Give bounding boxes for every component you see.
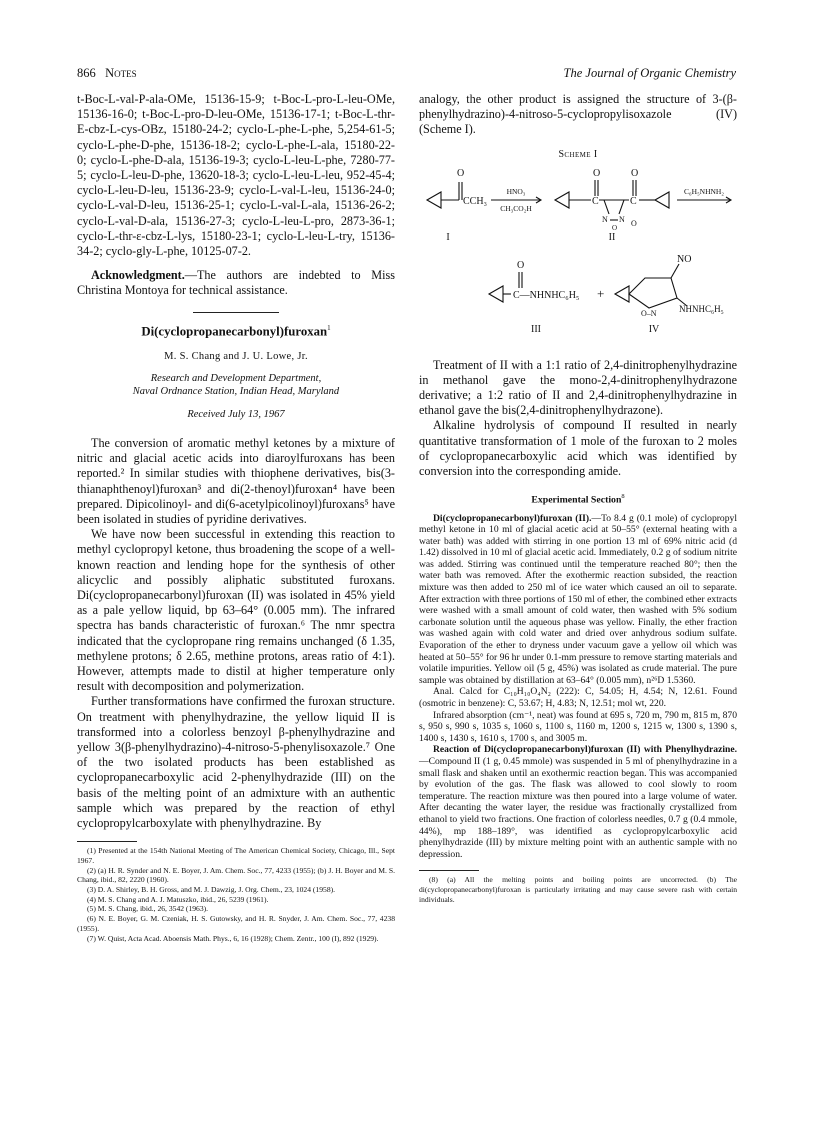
nitroso-label: NO <box>677 253 692 265</box>
label-compound-iv: IV <box>648 323 660 335</box>
label-compound-ii: II <box>608 231 616 243</box>
footnote-7: (7) W. Quist, Acta Acad. Aboensis Math. Phys., 6, 16 (1928); Chem. Zentr., 100 (I), 892 (1929). <box>87 933 379 943</box>
compound-ii-structure <box>555 180 669 220</box>
acknowledgment-label: Acknowledgment. <box>91 268 185 283</box>
procedure-phenylhydrazine <box>419 744 737 860</box>
isoxazole-substituent: NHNHC₆H₅ <box>679 303 724 314</box>
footnote-4: (4) M. S. Chang and A. J. Matuszko, ibid., 26, 5239 (1961). <box>87 894 269 904</box>
section-name: Notes <box>105 66 137 80</box>
footnotes <box>77 846 395 943</box>
carbon-label-ii-a: C <box>592 195 599 207</box>
label-compound-iii: III <box>531 323 541 335</box>
oxygen-label-iii: O <box>517 259 525 271</box>
scheme-i <box>419 149 737 358</box>
acknowledgment <box>77 268 395 298</box>
cas-registry-list: t-Boc-L-val-P-ala-OMe, 15136-15-9; t-Boc-L-pro-L-leu-OMe, 15136-16-0; t-Boc-L-pro-D-leu-OMe, 15136-17-1; t-Boc-L-thr-E-cbz-L-cys-OBz, 15180-24-2; cyclo-L-phe-L-phe, 5,254-61-5; cyclo-L-phe-D-phe, 15136-18-2; cyclo-L-phe-L-ala, 15180-22-0; cyclo-L-phe-D-ala, 15136-19-3; cyclo-L-leu-L-phe, 7280-77-5; cyclo-L-leu-D-phe, 13620-18-3; cyclo-L-leu-L-leu, 952-45-4; cyclo-L-leu-D-leu, 15136-23-9; cyclo-L-val-L-leu, 15136-24-0; cyclo-L-val-D-leu, 15136-25-1; cyclo-L-val-L-ala, 15136-26-2; cyclo-L-val-D-ala, 15136-27-3; cyclo-L-leu-L-pro, 2873-36-1; cyclo-L-thr-ε-cbz-L-lys, 15180-23-1; cyclo-L-leu-L-try, 15136-34-2; cyclo-gly-L-phe, 10125-07-2. <box>77 92 395 259</box>
paragraph-hydrolysis: Alkaline hydrolysis of compound II resulted in nearly quantitative transformation of 1 mole of the furoxan to 2 moles of cyclopropanecarboxylic acid which was identified by conversion into the corresponding amide. <box>419 418 737 479</box>
oxygen-label-i: O <box>457 167 465 179</box>
footnote-2: (2) (a) H. R. Synder and N. E. Boyer, J. Am. Chem. Soc., 77, 4233 (1955); (b) J. H. Boyer and M. S. Chang, ibid., 82, 2220 (1960). <box>77 865 395 885</box>
affiliation-line-1: Research and Development Department, <box>150 372 322 384</box>
journal-name: The Journal of Organic Chemistry <box>563 66 736 80</box>
page-number: 866 <box>77 66 96 80</box>
paragraph-analogy: analogy, the other product is assigned the structure of 3-(β-phenylhydrazino)-4-nitroso-5-cyclopropylisoxazole (IV) (Scheme I). <box>419 92 737 137</box>
article-title-text: Di(cyclopropanecarbonyl)furoxan <box>141 323 328 338</box>
paragraph-dnp-derivatives: Treatment of II with a 1:1 ratio of 2,4-dinitrophenylhydrazine in methanol gave the mono-2,4-dinitrophenylhydrazone derivative; a 1:2 ratio of II and 2,4-dinitrophenylhydrazine in ethanol gave the bis(2,4-dinitrophenylhydrazone). <box>419 357 737 418</box>
experimental-footnote-mark: 8 <box>621 493 625 501</box>
reagent-acetic-acid: CH₃CO₂H <box>500 203 532 213</box>
isoxazole-heteroatoms: O–N <box>641 308 657 318</box>
scheme-title: Scheme I <box>558 148 598 160</box>
authors: M. S. Chang and J. U. Lowe, Jr. <box>164 350 308 362</box>
footnote-divider-right <box>419 870 479 871</box>
paragraph-intro: The conversion of aromatic methyl ketones by a mixture of nitric and glacial acetic acids into diaroylfuroxans has been reported.² In similar studies with thiophene derivatives, bis(3-thianaphthenoyl)furoxan³ and di(2-thenoyl)furoxan⁴ have been prepared. Dipicolinoyl- and di(6-acetylpicolinoyl)furoxans⁵ have been isolated in studies of pyridine derivatives. <box>77 435 395 526</box>
label-compound-i: I <box>446 231 450 243</box>
n-oxide-oxygen: O <box>631 218 637 228</box>
compound-i-structure <box>427 182 462 208</box>
footnote-divider <box>77 841 137 842</box>
right-column <box>419 92 737 904</box>
oxygen-label-ii-b: O <box>631 167 639 179</box>
reagent-phenylhydrazine: C₆H₅NHNH₂ <box>684 186 724 196</box>
running-header <box>77 66 736 82</box>
reaction-scheme-diagram <box>419 160 737 358</box>
procedure-furoxan-label: Di(cyclopropanecarbonyl)furoxan (II). <box>433 512 592 524</box>
left-column <box>77 92 395 943</box>
ketone-group-label: CCH₃ <box>463 195 488 207</box>
ring-oxygen: O <box>612 223 618 232</box>
acknowledgment-text: —The authors are indebted to Miss Christina Montoya for technical assistance. <box>77 268 395 298</box>
footnote-5: (5) M. S. Chang, ibid., 26, 3542 (1963). <box>87 904 209 914</box>
procedure-phenylhydrazine-text: —Compound II (1 g, 0.45 mmole) was suspended in 5 ml of phenylhydrazine in a small flask and shaken until an exothermic reaction began. This was accompanied by evolution of the gas. The flask was allowed to cool slowly to room temperature. The reaction mixture was then poured into a large volume of water. After decanting the water layer, the residue was fractionally crystallized from ethanol to yield two fractions. One fraction of colorless needles, 0.7 g (0.4 mmole, 44%), mp 188–189°, was identified as cyclopropylcarboxylic acid phenylhydrazide (III) by mixture melting point with an authentic sample with no depression. <box>419 755 737 860</box>
paragraph-transformations: Further transformations have confirmed the furoxan structure. On treatment with phenylhydrazine, the yellow liquid II is transformed into a colorless benzoyl β-phenylhydrazine and yellow 3(β-phenylhydrazino)-4-nitroso-5-phenylisoxazole.⁷ One of the two isolated products has been established as cyclopropanecarboxylic acid 2-phenylhydrazide (III) on the basis of the melting point of an admixture with an authentic sample which was prepared by the reaction of ethyl cyclopropylcarboxylate with phenylhydrazine. By <box>77 694 395 830</box>
elemental-analysis: Anal. Calcd for C₁₀H₁₀O₄N₂ (222): C, 54.05; H, 4.54; N, 12.61. Found (osmotric in benzene): C, 53.67; H, 4.83; N, 12.51; mol wt, 220. <box>419 686 737 709</box>
carbon-label-ii-b: C <box>630 195 637 207</box>
footnote-3: (3) D. A. Shirley, B. H. Gross, and M. J. Dawzig, J. Org. Chem., 23, 1024 (1958). <box>87 885 336 894</box>
experimental-heading-text: Experimental Section <box>531 494 622 506</box>
page-header-left <box>77 66 137 81</box>
section-divider <box>193 312 279 313</box>
procedure-furoxan <box>419 513 737 687</box>
title-footnote-mark: 1 <box>327 323 331 332</box>
footnote-8: (8) (a) All the melting points and boiling points are uncorrected. (b) The di(cyclopropanecarbonyl)furoxan is particularly irritating and may cause severe rash with certain individuals. <box>419 875 737 904</box>
footnote-6: (6) N. E. Boyer, G. M. Czeniak, H. S. Gutowsky, and H. R. Snyder, J. Am. Chem. Soc., 77, 4238 (1955). <box>77 914 395 933</box>
procedure-phenylhydrazine-label: Reaction of Di(cyclopropanecarbonyl)furoxan (II) with Phenylhydrazine. <box>433 744 737 756</box>
infrared-data: Infrared absorption (cm⁻¹, neat) was found at 695 s, 720 m, 790 m, 815 m, 870 s, 950 s, 990 s, 1035 s, 1060 s, 1100 s, 1160 m, 1200 s, 1215 w, 1300 s, 1390 s, 1400 s, 1430 s, 1610 s, 1700 s, and 3005 m. <box>419 709 737 744</box>
compound-iv-structure <box>615 264 687 308</box>
experimental-heading <box>419 493 737 505</box>
ring-nitrogen-1: N <box>602 214 608 224</box>
plus-sign: + <box>597 285 605 301</box>
hydrazide-group-label: C—NHNHC₆H₅ <box>513 289 580 301</box>
reagent-nitric-acid: HNO₃ <box>506 186 526 196</box>
article-title <box>77 324 395 339</box>
paragraph-results: We have now been successful in extending this reaction to methyl cyclopropyl ketone, thus broadening the scope of a well-known reaction and lending hope for the synthesis of other alicyclic and possibly aliphatic substituted furoxans. Di(cyclopropanecarbonyl)furoxan (II) was isolated in 45% yield as a pale yellow liquid, bp 63–64° (0.005 mm). The infrared spectra has bands characteristic of furoxan.⁶ The nmr spectra indicated that the cyclopropane ring remains unchanged (δ 1.35, methylene protons; δ 2.65, methine protons, areas ratio of 4:1). However, attempts made to distil at higher temperature only result with decomposition and polymerization. <box>77 527 395 694</box>
procedure-furoxan-text: —To 8.4 g (0.1 mole) of cyclopropyl methyl ketone in 10 ml of glacial acetic acid at 50–55° (external heating with a water bath) was added with stirring in one portion 13 ml of 69% nitric acid (d 1.42) dissolved in 10 ml of glacial acetic acid. Immediately, 0.2 g of sodium nitrite was added. Stirring was continued until the temperature reached 80°; then the water bath was removed. After the exothermic reaction subsided, the reaction mixture was then added to 250 ml of ice water which caused an oil to separate. After extraction with three portions of 150 ml of ether, the combined ether extracts were washed with a small amount of cold water, then washed with 5% sodium carbonate solution until the aqueous phase was yellow. Finally, the ether fraction was washed again with cold water and dried over anhydrous sodium sulfate. Evaporation of the ether to dryness under vacuum gave a yellow oil which was heated at 50–55° for 96 hr under 0.1-mm pressure to remove starting materials and volatile impurities. Yellow oil (5 g, 45%) was isolated as crude material. The pure sample was obtained by distillation at 63–64° (0.005 mm), n²⁶D 1.5360. <box>419 512 737 686</box>
ring-nitrogen-2: N <box>619 214 625 224</box>
received-date: Received July 13, 1967 <box>187 408 285 420</box>
footnote-1: (1) Presented at the 154th National Meeting of The American Chemical Society, Chicago, Ill., Sept 1967. <box>77 846 395 865</box>
oxygen-label-ii-a: O <box>593 167 601 179</box>
affiliation-line-2: Naval Ordnance Station, Indian Head, Maryland <box>132 385 340 397</box>
